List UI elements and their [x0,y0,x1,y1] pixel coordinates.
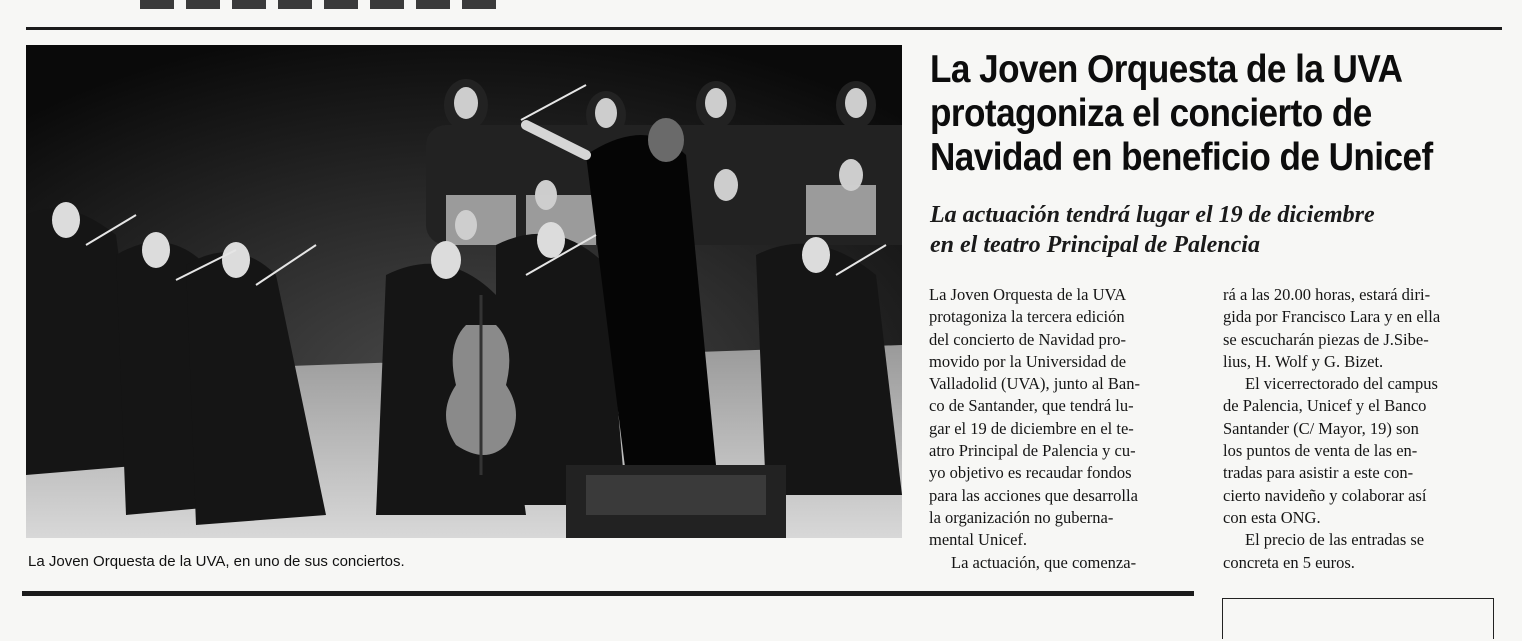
body-line: del concierto de Navidad pro- [929,329,1127,349]
orchestra-photo [26,45,902,538]
body-line: la organización no guberna- [929,507,1114,527]
headline-line: Navidad en beneficio de Unicef [930,136,1433,179]
body-line: El precio de las entradas se [1245,530,1425,550]
body-line: para las acciones que desarrolla [929,485,1138,505]
body-line: con esta ONG. [1223,507,1321,527]
body-line: atro Principal de Palencia y cu- [929,441,1136,461]
body-line: se escucharán piezas de J.Sibe- [1223,329,1429,349]
body-line: cierto navideño y colaborar así [1223,485,1427,505]
subheadline-line: La actuación tendrá lugar el 19 de diciembre [930,202,1375,228]
body-line: gar el 19 de diciembre en el te- [929,418,1134,438]
cut-off-section-header [140,0,500,9]
body-line: protagoniza la tercera edición [929,307,1125,327]
body-line: Valladolid (UVA), junto al Ban- [929,374,1140,394]
body-line: La actuación, que comenza- [951,552,1137,572]
body-line: concreta en 5 euros. [1223,552,1355,572]
body-line: co de Santander, que tendrá lu- [929,396,1134,416]
photo-caption: La Joven Orquesta de la UVA, en uno de sus conciertos. [28,553,405,570]
body-line: mental Unicef. [929,530,1028,550]
bottom-rule [22,591,1194,596]
next-article-box-edge [1222,598,1494,639]
body-line: rá a las 20.00 horas, estará diri- [1223,285,1431,304]
body-line: de Palencia, Unicef y el Banco [1223,396,1427,416]
subheadline [930,200,1490,260]
body-line: gida por Francisco Lara y en ella [1223,307,1441,327]
body-line: Santander (C/ Mayor, 19) son [1223,418,1419,438]
headline-line: protagoniza el concierto de [930,92,1372,135]
headline-line: La Joven Orquesta de la UVA [930,48,1403,91]
body-column-1 [929,284,1199,574]
body-line: tradas para asistir a este con- [1223,463,1414,483]
top-rule [26,27,1502,30]
body-line: La Joven Orquesta de la UVA [929,285,1127,304]
body-line: los puntos de venta de las en- [1223,441,1418,461]
body-column-2 [1223,284,1501,574]
body-line: El vicerrectorado del campus [1245,374,1438,394]
body-line: yo objetivo es recaudar fondos [929,463,1132,483]
body-line: movido por la Universidad de [929,351,1127,371]
subheadline-line: en el teatro Principal de Palencia [930,232,1260,258]
body-line: lius, H. Wolf y G. Bizet. [1223,351,1384,371]
headline [930,48,1452,180]
